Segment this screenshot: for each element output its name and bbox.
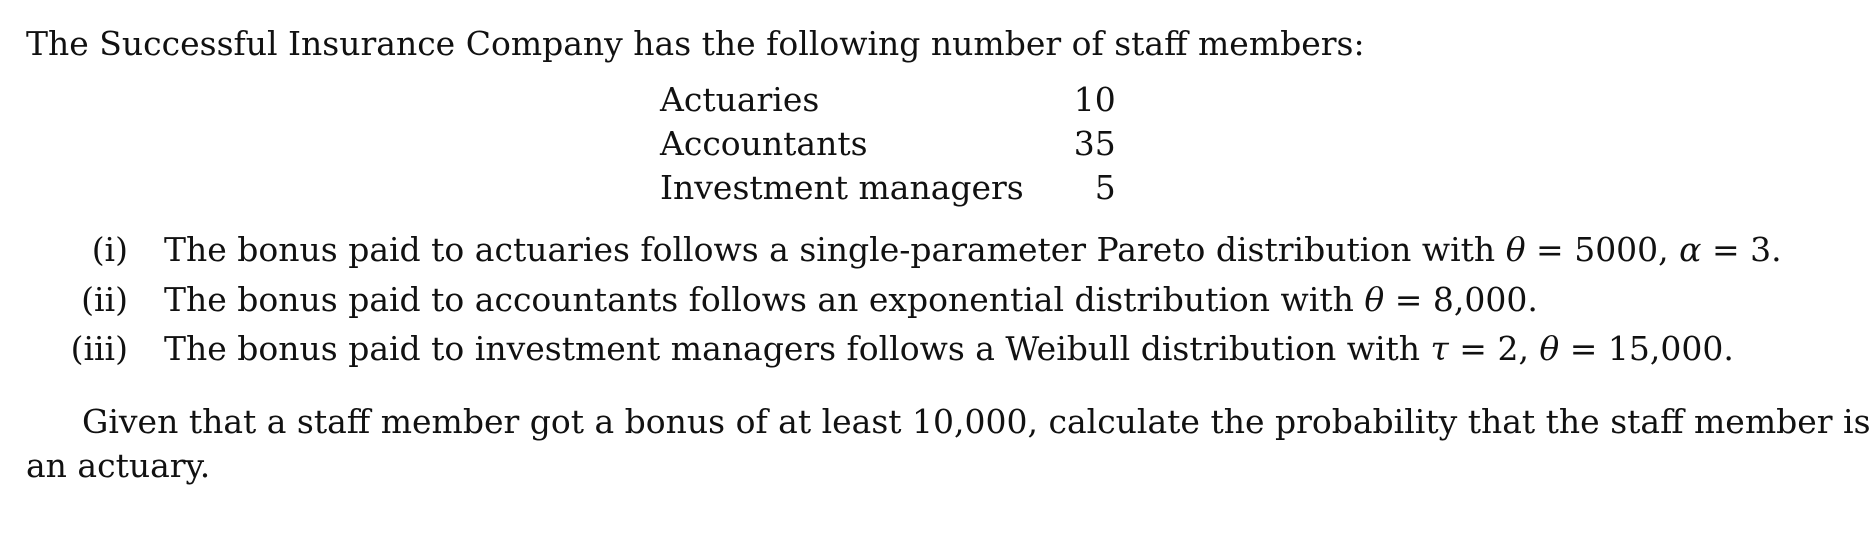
theta-value: = 15,000. (1559, 329, 1734, 368)
question-line: an actuary. (26, 446, 211, 485)
staff-row (660, 78, 1116, 122)
theta-symbol: θ (1539, 329, 1560, 368)
staff-role: Investment managers (660, 168, 1024, 207)
staff-count: 35 (1073, 124, 1116, 163)
item-sentence: The bonus paid to investment managers follows a Weibull distribution with (164, 329, 1431, 368)
item-text (164, 327, 1734, 371)
staff-count: 5 (1094, 168, 1116, 207)
item-number: (iii) (70, 329, 128, 368)
alpha-symbol: α (1679, 230, 1702, 269)
staff-row (660, 166, 1116, 210)
alpha-value: = 3. (1701, 230, 1782, 269)
staff-table (660, 78, 1116, 210)
staff-role: Actuaries (660, 80, 820, 119)
question-line: Given that a staff member got a bonus of at least 10,000, calculate the probability that the staff member is (82, 402, 1871, 441)
theta-symbol: θ (1364, 280, 1385, 319)
intro-sentence: The Successful Insurance Company has the following number of staff members: (26, 24, 1365, 63)
theta-value: = 8,000. (1384, 280, 1538, 319)
theta-symbol: θ (1505, 230, 1526, 269)
staff-role: Accountants (660, 124, 868, 163)
item-sentence: The bonus paid to actuaries follows a single-parameter Pareto distribution with (164, 230, 1506, 269)
staff-count: 10 (1073, 80, 1116, 119)
item-sentence: The bonus paid to accountants follows an exponential distribution with (164, 280, 1365, 319)
item-text (164, 278, 1538, 322)
question-paragraph (26, 400, 1871, 488)
item-text (164, 228, 1782, 272)
theta-value: = 5000, (1525, 230, 1680, 269)
staff-row (660, 122, 1116, 166)
item-number: (ii) (81, 280, 128, 319)
tau-value: = 2, (1448, 329, 1540, 368)
item-number: (i) (91, 230, 128, 269)
tau-symbol: τ (1430, 329, 1449, 368)
